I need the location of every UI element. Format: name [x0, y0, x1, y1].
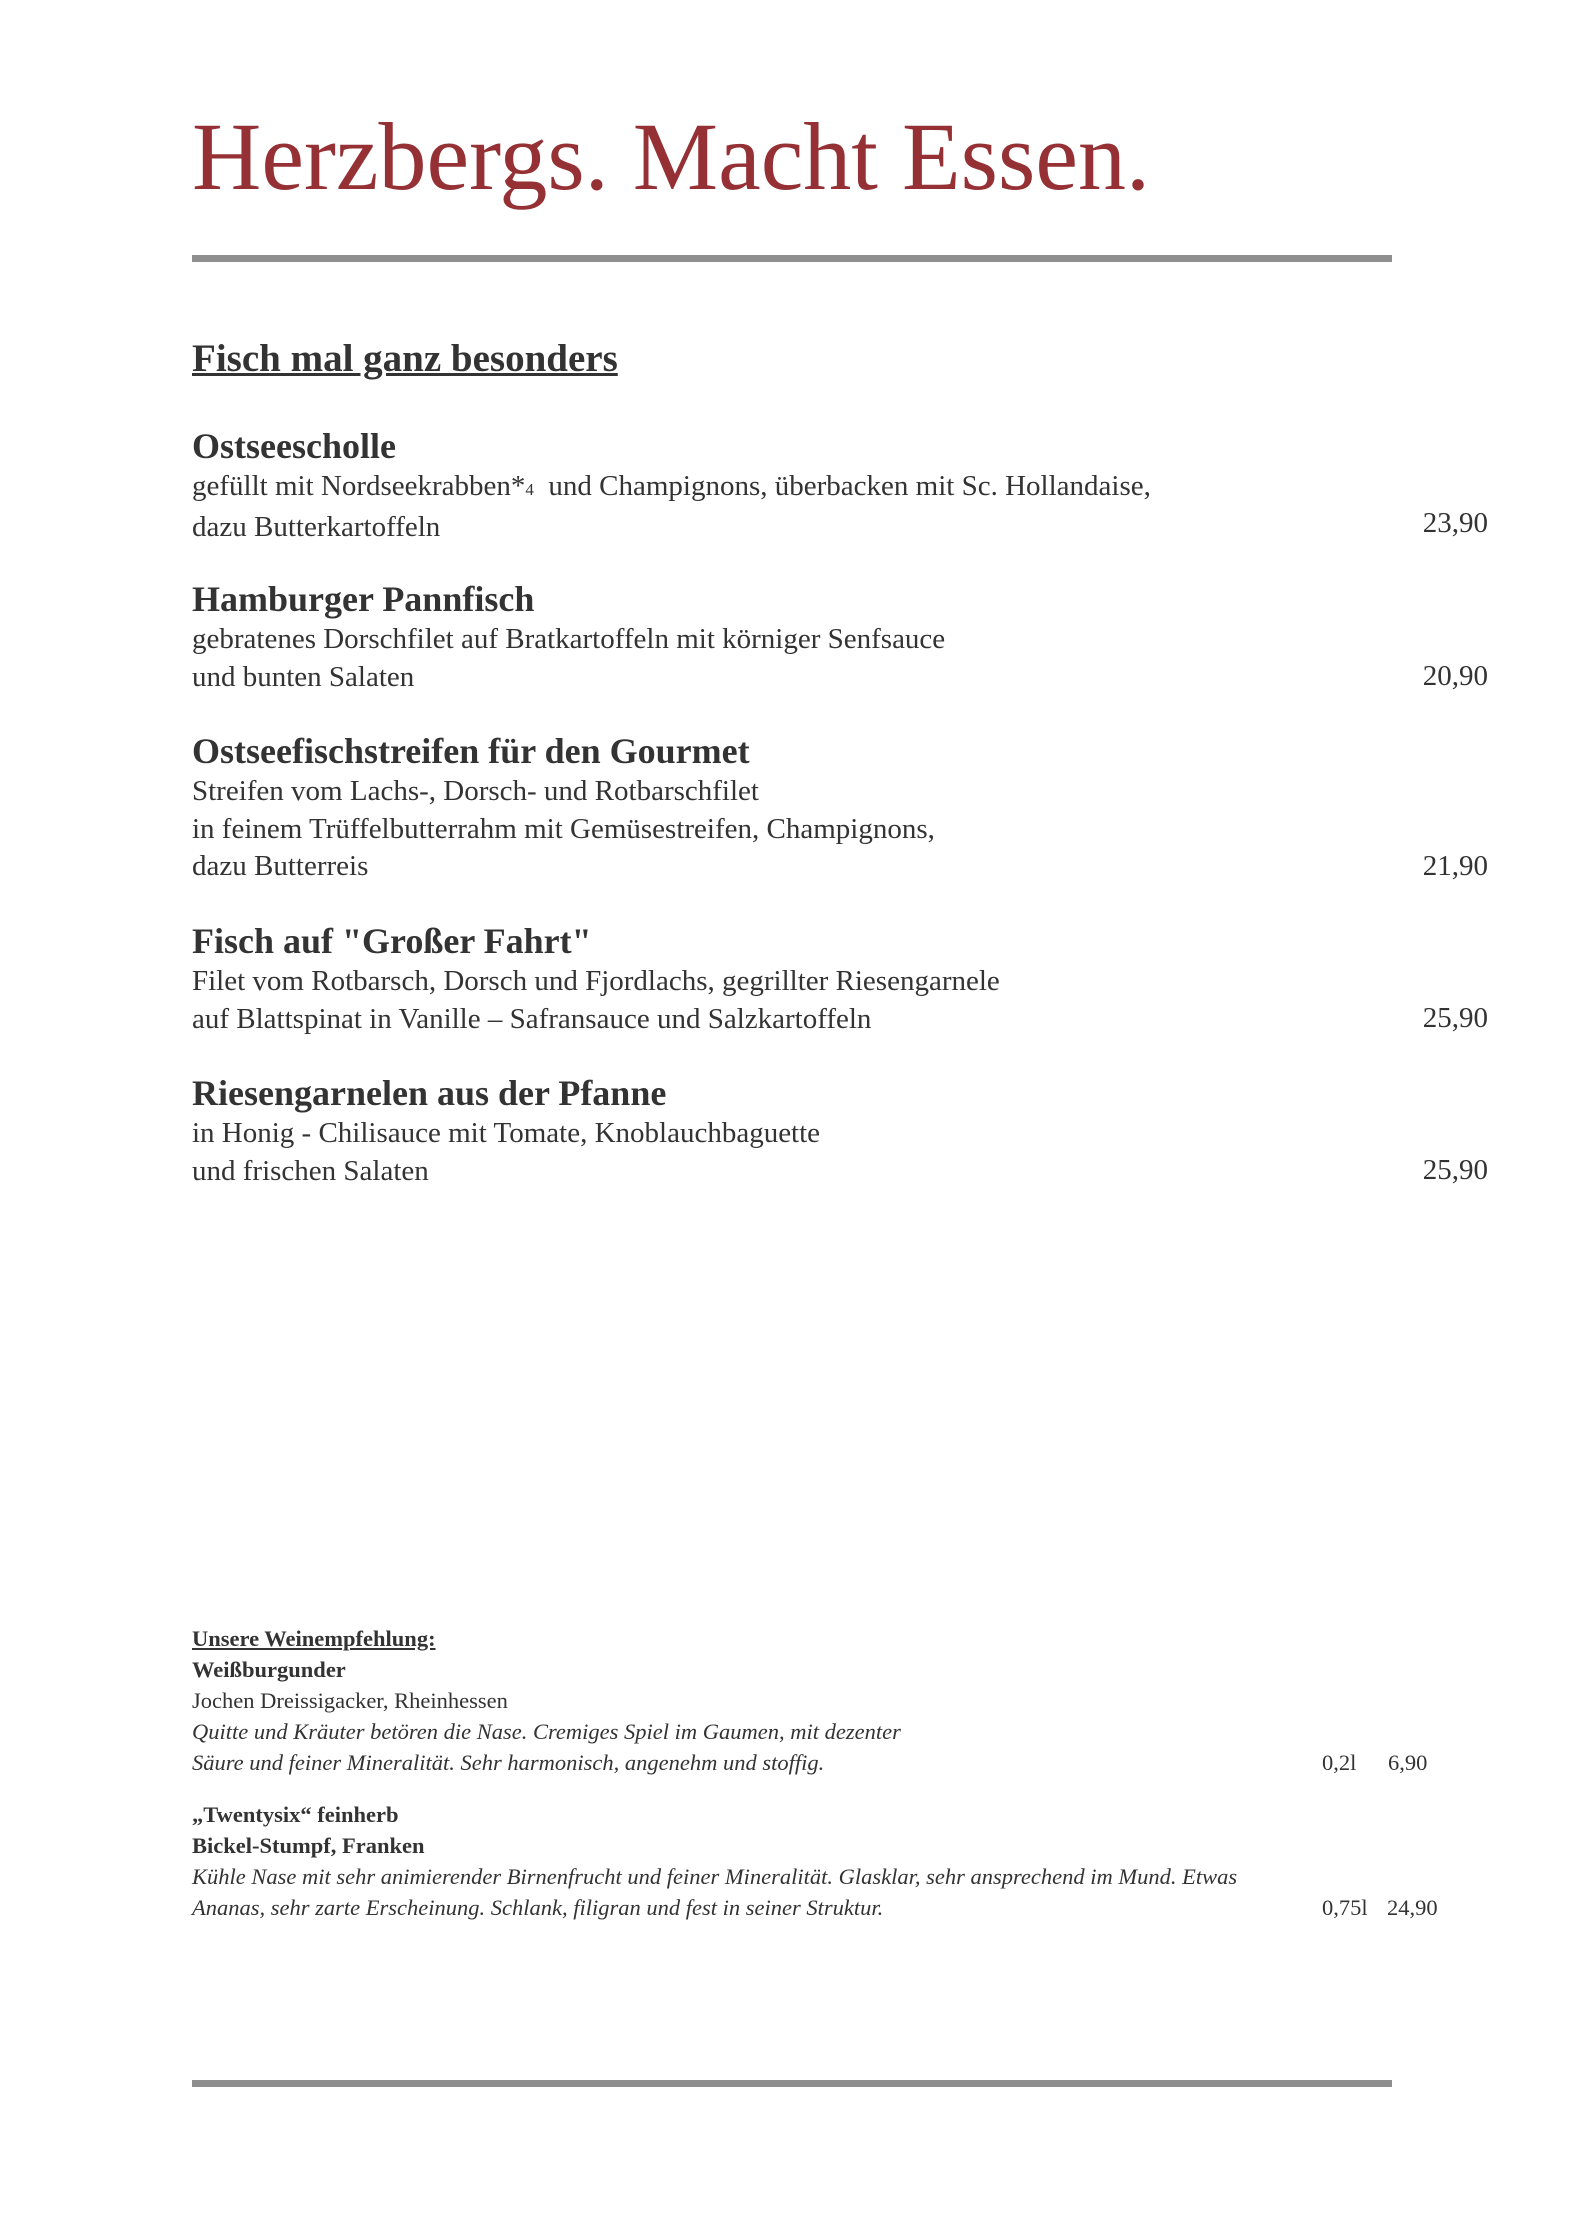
dish-name: Riesengarnelen aus der Pfanne — [192, 1073, 667, 1113]
wine-volume: 0,2l — [1322, 1750, 1357, 1775]
wine-price: 24,90 — [1387, 1895, 1438, 1920]
dish-description: dazu Butterreis — [192, 850, 369, 882]
wine-recommendation — [192, 1799, 1462, 1923]
wine-recommendation — [192, 1623, 1462, 1778]
dish-description: in Honig - Chilisauce mit Tomate, Knoblauchbaguette — [192, 1117, 821, 1149]
wine-name: „Twentysix“ feinherb — [192, 1802, 399, 1827]
dish-name: Fisch auf "Großer Fahrt" — [192, 921, 592, 961]
wine-producer: Jochen Dreissigacker, Rheinhessen — [192, 1688, 508, 1713]
dish-price: 23,90 — [1422, 507, 1488, 539]
dish-name: Ostseefischstreifen für den Gourmet — [192, 731, 750, 771]
menu-item — [192, 577, 1492, 696]
page-title: Herzbergs. Macht Essen. — [192, 103, 1150, 210]
wine-description: Ananas, sehr zarte Erscheinung. Schlank, filigran und fest in seiner Struktur. — [192, 1895, 884, 1920]
wine-price: 6,90 — [1388, 1750, 1428, 1775]
dish-price: 25,90 — [1422, 1154, 1488, 1186]
dish-name: Ostseescholle — [192, 426, 396, 466]
bottom-divider — [192, 2080, 1392, 2087]
menu-item — [192, 1071, 1492, 1190]
wine-name: Weißburgunder — [192, 1657, 346, 1682]
dish-description-text: und Champignons, überbacken mit Sc. Hollandaise, — [533, 470, 1151, 502]
menu-item — [192, 919, 1492, 1038]
dish-price: 20,90 — [1422, 660, 1488, 692]
dish-description: Streifen vom Lachs-, Dorsch- und Rotbarschfilet — [192, 775, 759, 807]
dish-description: gebratenes Dorschfilet auf Bratkartoffeln mit körniger Senfsauce — [192, 623, 946, 655]
menu-item — [192, 729, 1492, 886]
dish-description: in feinem Trüffelbutterrahm mit Gemüsestreifen, Champignons, — [192, 812, 935, 845]
menu-item — [192, 424, 1492, 546]
dish-description-text: gefüllt mit Nordseekrabben* — [192, 470, 526, 502]
dish-name: Hamburger Pannfisch — [192, 579, 535, 619]
dish-description: und frischen Salaten — [192, 1154, 429, 1187]
wine-description: Kühle Nase mit sehr animierender Birnenfrucht und feiner Mineralität. Glasklar, sehr ansprechend im Mund. Etwas — [192, 1864, 1238, 1889]
dish-description — [192, 468, 1492, 509]
dish-description: Filet vom Rotbarsch, Dorsch und Fjordlachs, gegrillter Riesengarnele — [192, 965, 1000, 997]
dish-description: auf Blattspinat in Vanille – Safransauce und Salzkartoffeln — [192, 1002, 872, 1035]
wine-volume: 0,75l — [1322, 1895, 1368, 1920]
dish-price: 21,90 — [1422, 850, 1488, 882]
section-heading: Fisch mal ganz besonders — [192, 337, 618, 380]
wine-heading: Unsere Weinempfehlung: — [192, 1626, 436, 1651]
dish-description: dazu Butterkartoffeln — [192, 510, 441, 543]
wine-description: Quitte und Kräuter betören die Nase. Cremiges Spiel im Gaumen, mit dezenter — [192, 1719, 901, 1744]
allergen-marker: 4 — [525, 480, 534, 499]
dish-description: und bunten Salaten — [192, 660, 415, 693]
dish-price: 25,90 — [1422, 1002, 1488, 1034]
top-divider — [192, 255, 1392, 262]
wine-producer: Bickel-Stumpf, Franken — [192, 1833, 425, 1858]
wine-description: Säure und feiner Mineralität. Sehr harmonisch, angenehm und stoffig. — [192, 1750, 825, 1775]
